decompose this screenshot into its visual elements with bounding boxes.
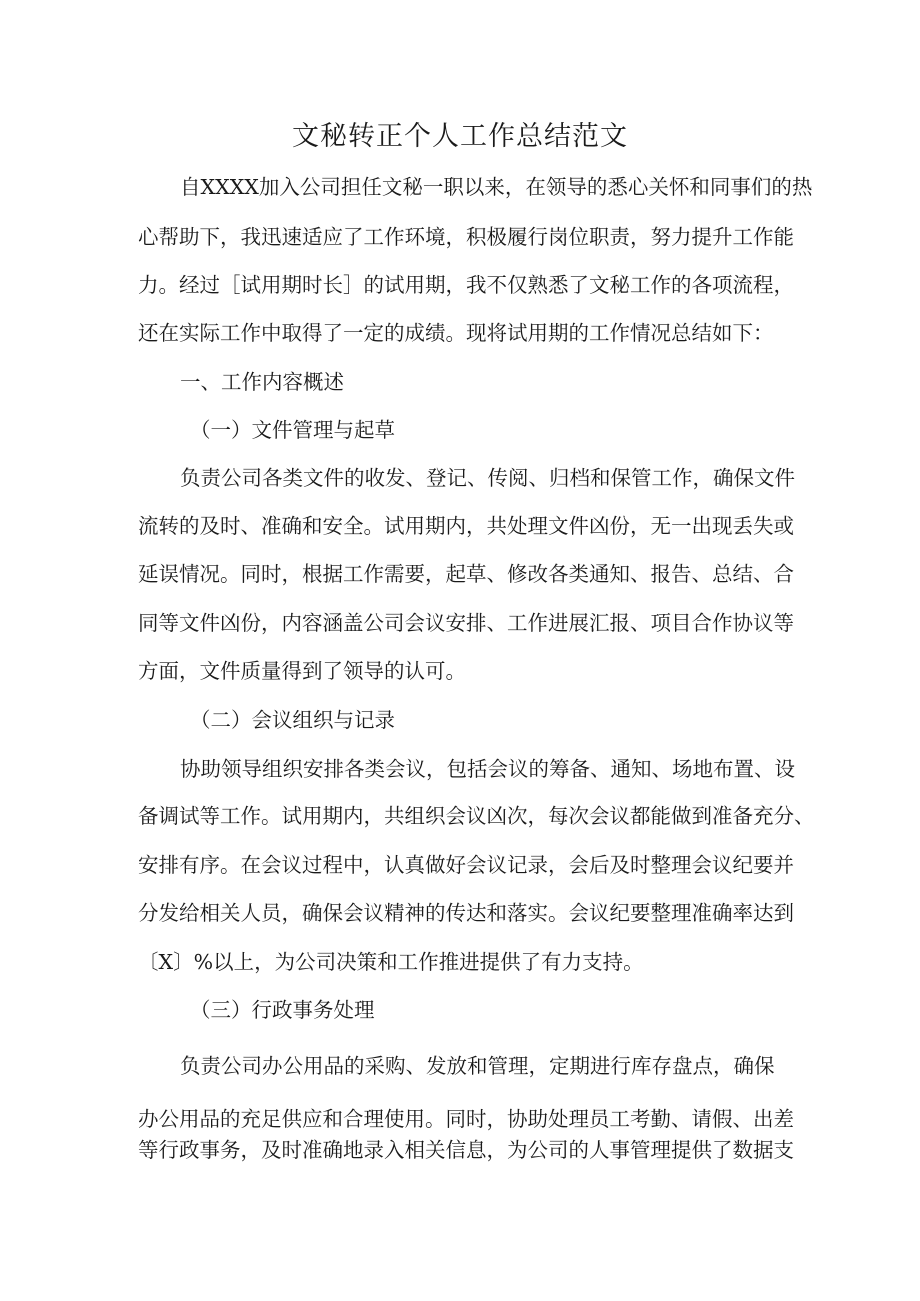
- paragraph-line: 同等文件凶份，内容涵盖公司会议安排、工作进展汇报、项目合作协议等: [138, 611, 794, 635]
- subsection-heading: （一）文件管理与起草: [190, 418, 395, 442]
- section-heading: 一、工作内容概述: [180, 370, 344, 394]
- subsection-heading: （二）会议组织与记录: [190, 708, 395, 732]
- paragraph-line: 协助领导组织安排各类会议，包括会议的筹备、通知、场地布置、设: [180, 757, 795, 781]
- paragraph-line: 力。经过［试用期时长］的试用期，我不仅熟悉了文秘工作的各项流程，: [138, 273, 794, 297]
- paragraph-line: 自XXXX加入公司担任文秘一职以来，在领导的悉心关怀和同事们的热: [180, 175, 813, 199]
- paragraph-line: 还在实际工作中取得了一定的成绩。现将试用期的工作情况总结如下：: [138, 321, 774, 345]
- paragraph-line: 心帮助下，我迅速适应了工作环境，积极履行岗位职责，努力提升工作能: [138, 225, 794, 249]
- paragraph-line: 安排有序。在会议过程中，认真做好会议记录，会后及时整理会议纪要并: [138, 853, 794, 877]
- paragraph-line: 延误情况。同时，根据工作需要，起草、修改各类通知、报告、总结、合: [138, 562, 794, 586]
- paragraph-line: 负责公司各类文件的收发、登记、传阅、归档和保管工作，确保文件: [180, 466, 795, 490]
- paragraph-line: 方面，文件质量得到了领导的认可。: [138, 659, 466, 683]
- paragraph-line: 流转的及时、准确和安全。试用期内，共处理文件凶份，无一出现丢失或: [138, 514, 794, 538]
- paragraph-line: 分发给相关人员，确保会议精神的传达和落实。会议纪要整理准确率达到: [138, 901, 794, 925]
- document-title: 文秘转正个人工作总结范文: [292, 121, 628, 152]
- subsection-heading: （三）行政事务处理: [190, 998, 375, 1022]
- paragraph-line: 等行政事务，及时准确地录入相关信息，为公司的人事管理提供了数据支: [138, 1138, 794, 1162]
- paragraph-line: 办公用品的充足供应和合理使用。同时，协助处理员工考勤、请假、出差: [138, 1107, 794, 1131]
- paragraph-line: 〔X〕%以上，为公司决策和工作推进提供了有力支持。: [138, 950, 644, 974]
- paragraph-line: 备调试等工作。试用期内，共组织会议凶次，每次会议都能做到准备充分、: [138, 804, 815, 828]
- paragraph-line: 负责公司办公用品的采购、发放和管理，定期进行库存盘点，确保: [180, 1054, 775, 1078]
